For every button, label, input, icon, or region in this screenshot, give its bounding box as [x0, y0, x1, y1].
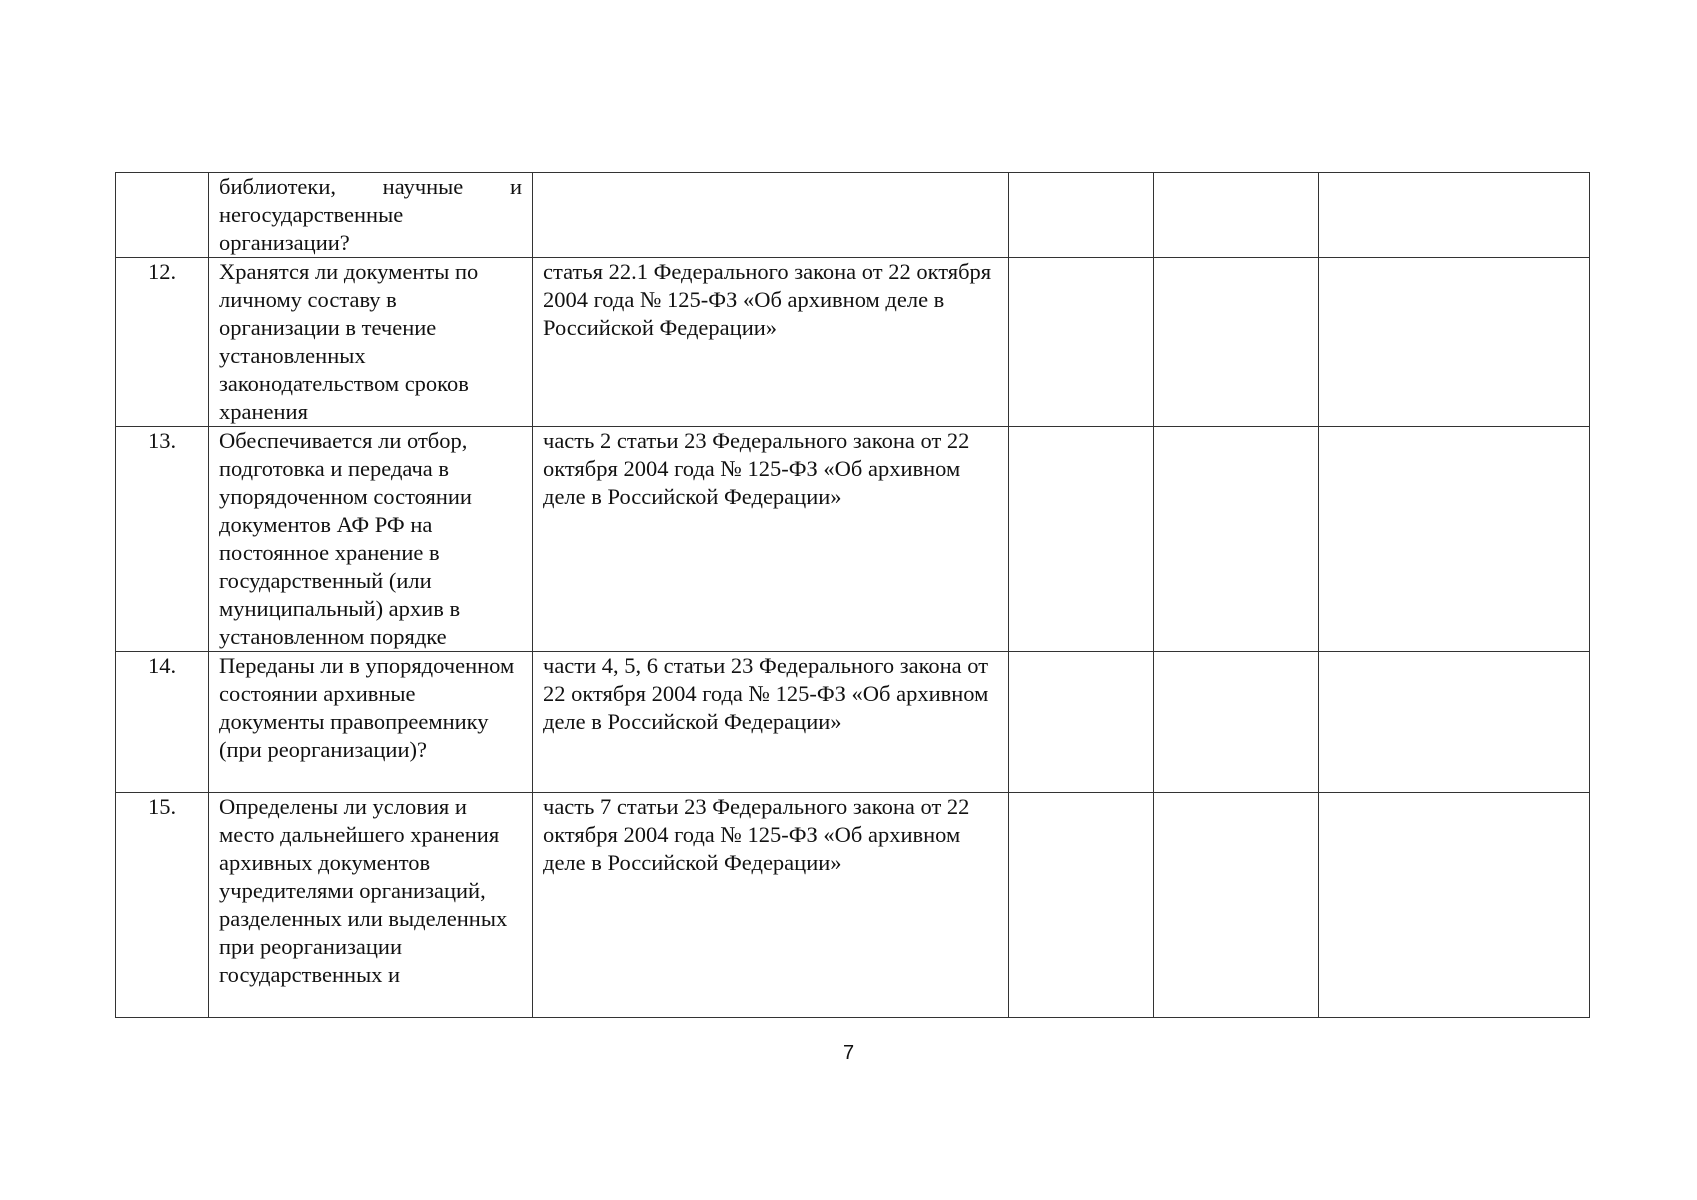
- table-row: [116, 427, 1590, 652]
- notes-cell: [1319, 427, 1590, 652]
- answer-cell: [1154, 427, 1319, 652]
- answer-cell: [1154, 652, 1319, 793]
- row-number: [116, 173, 209, 258]
- legal-basis-cell: части 4, 5, 6 статьи 23 Федерального закона от 22 октября 2004 года № 125-ФЗ «Об архивном деле в Российской Федерации»: [533, 652, 1009, 793]
- notes-cell: [1319, 173, 1590, 258]
- answer-cell: [1009, 652, 1154, 793]
- legal-basis-cell: [533, 173, 1009, 258]
- question-cell: Определены ли условия и место дальнейшего хранения архивных документов учредителями организаций, разделенных или выделенных при реорганизации государственных и: [209, 793, 533, 1018]
- answer-cell: [1154, 258, 1319, 427]
- legal-basis-cell: часть 2 статьи 23 Федерального закона от 22 октября 2004 года № 125-ФЗ «Об архивном деле в Российской Федерации»: [533, 427, 1009, 652]
- answer-cell: [1009, 173, 1154, 258]
- notes-cell: [1319, 793, 1590, 1018]
- answer-cell: [1009, 427, 1154, 652]
- row-number: 14.: [116, 652, 209, 793]
- question-cell: Обеспечивается ли отбор, подготовка и передача в упорядоченном состоянии документов АФ РФ на постоянное хранение в государственный (или муниципальный) архив в установленном порядке: [209, 427, 533, 652]
- question-cell: Хранятся ли документы по личному составу в организации в течение установленных законодательством сроков хранения: [209, 258, 533, 427]
- table-row: [116, 258, 1590, 427]
- notes-cell: [1319, 652, 1590, 793]
- row-number: 13.: [116, 427, 209, 652]
- answer-cell: [1009, 258, 1154, 427]
- legal-basis-cell: статья 22.1 Федерального закона от 22 октября 2004 года № 125-ФЗ «Об архивном деле в Российской Федерации»: [533, 258, 1009, 427]
- question-cell: Переданы ли в упорядоченном состоянии архивные документы правопреемнику (при реорганизации)?: [209, 652, 533, 793]
- notes-cell: [1319, 258, 1590, 427]
- question-cell: библиотеки, научные и негосударственные организации?: [209, 173, 533, 258]
- page-number: 7: [842, 1042, 855, 1064]
- row-number: 12.: [116, 258, 209, 427]
- answer-cell: [1154, 793, 1319, 1018]
- table-row: [116, 652, 1590, 793]
- row-number: 15.: [116, 793, 209, 1018]
- table-row: [116, 173, 1590, 258]
- table-row: [116, 793, 1590, 1018]
- answer-cell: [1009, 793, 1154, 1018]
- answer-cell: [1154, 173, 1319, 258]
- legal-basis-cell: часть 7 статьи 23 Федерального закона от 22 октября 2004 года № 125-ФЗ «Об архивном деле в Российской Федерации»: [533, 793, 1009, 1018]
- checklist-table: [115, 172, 1590, 1018]
